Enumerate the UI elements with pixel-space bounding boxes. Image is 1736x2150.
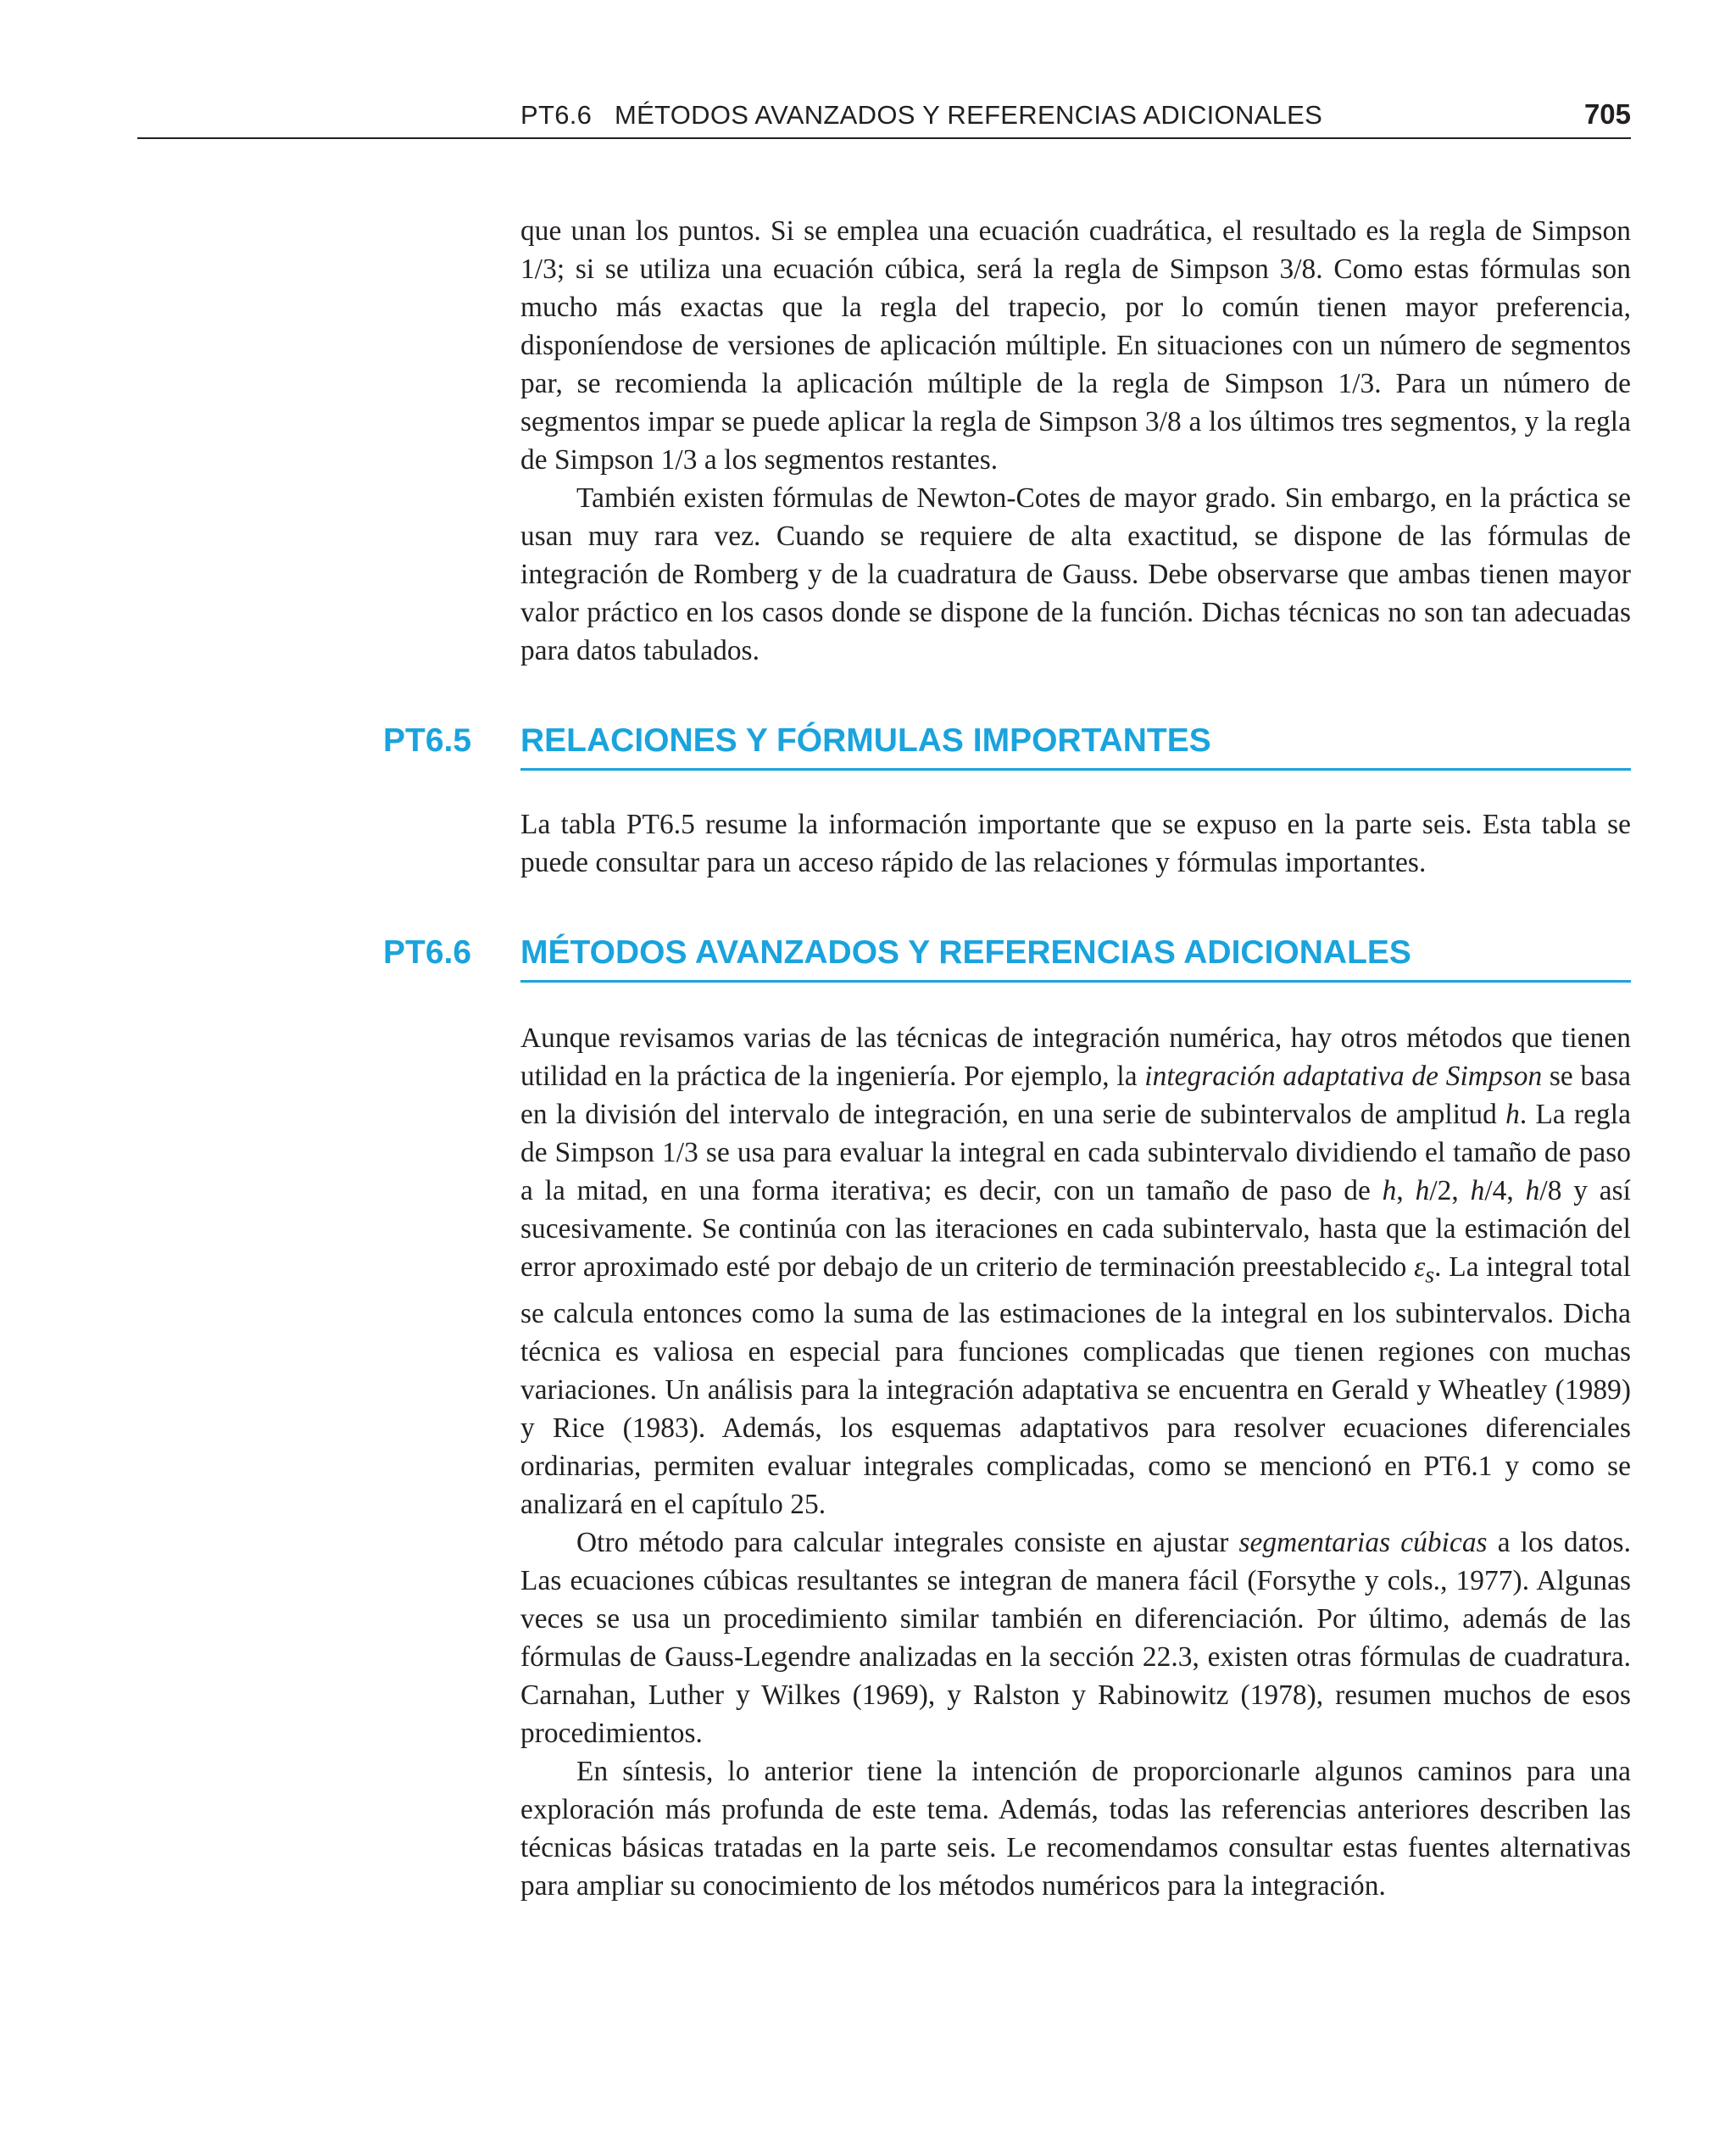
page-number: 705 xyxy=(1583,98,1631,130)
intro-paragraph-1: que unan los puntos. Si se emplea una ecuación cuadrática, el resultado es la regla de Simpson 1/3; si se utiliza una ecuación cúbica, será la regla de Simpson 3/8. Como estas fórmulas son mucho más exactas que la regla del trapecio, por lo común tienen mayor preferencia, disponíendose de versiones de aplicación múltiple. En situaciones con un número de segmentos par, se recomienda la aplicación múltiple de la regla de Simpson 1/3. Para un número de segmentos impar se puede aplicar la regla de Simpson 3/8 a los últimos tres segmentos, y la regla de Simpson 1/3 a los segmentos restantes. xyxy=(520,215,1631,476)
section-number: PT6.6 xyxy=(383,934,472,971)
section-pt66-paragraph-3: En síntesis, lo anterior tiene la intención de proporcionarle algunos caminos para una exploración más profunda de este tema. Además, todas las referencias anteriores describen las técnicas básicas tratadas en la parte seis. Le recomendamos consultar estas fuentes alternativas para ampliar su conocimiento de los métodos numéricos para la integración. xyxy=(520,1755,1631,1902)
running-header xyxy=(137,95,1631,139)
section-title: RELACIONES Y FÓRMULAS IMPORTANTES xyxy=(520,722,1631,771)
section-pt65-text xyxy=(520,805,1631,882)
section-pt66-paragraph-2: Otro método para calcular integrales consiste en ajustar segmentarias cúbicas a los datos. Las ecuaciones cúbicas resultantes se integran de manera fácil (Forsythe y cols., 1977). Algunas veces se usa un procedimiento similar también en diferenciación. Por último, además de las fórmulas de Gauss-Legendre analizadas en la sección 22.3, existen otras fórmulas de cuadratura. Carnahan, Luther y Wilkes (1969), y Ralston y Rabinowitz (1978), resumen muchos de esos procedimientos. xyxy=(520,1526,1631,1749)
section-pt65-paragraph: La tabla PT6.5 resume la información importante que se expuso en la parte seis. Esta tabla se puede consultar para un acceso rápido de las relaciones y fórmulas importantes. xyxy=(520,809,1631,878)
intro-text xyxy=(520,212,1631,670)
section-pt66-text xyxy=(520,1019,1631,1905)
running-title: PT6.6 MÉTODOS AVANZADOS Y REFERENCIAS ADICIONALES xyxy=(520,100,1323,130)
italic-term: integración adaptativa de Simpson xyxy=(1144,1061,1543,1092)
section-number: PT6.5 xyxy=(383,722,472,759)
section-pt66-heading xyxy=(383,934,1631,989)
section-pt65-heading xyxy=(383,722,1631,777)
intro-paragraph-2: También existen fórmulas de Newton-Cotes de mayor grado. Sin embargo, en la práctica se usan muy rara vez. Cuando se requiere de alta exactitud, se dispone de las fórmulas de integración de Romberg y de la cuadratura de Gauss. Debe observarse que ambas tienen mayor valor práctico en los casos donde se dispone de la función. Dichas técnicas no son tan adecuadas para datos tabulados. xyxy=(520,482,1631,666)
section-title: MÉTODOS AVANZADOS Y REFERENCIAS ADICIONALES xyxy=(520,934,1631,983)
epsilon-symbol: ε xyxy=(1414,1251,1426,1283)
italic-term: segmentarias cúbicas xyxy=(1238,1526,1488,1558)
section-pt66-paragraph-1: Aunque revisamos varias de las técnicas de integración numérica, hay otros métodos que tienen utilidad en la práctica de la ingeniería. Por ejemplo, la integración adaptativa de Simpson se basa en la división del intervalo de integración, en una serie de subintervalos de amplitud h. La regla de Simpson 1/3 se usa para evaluar la integral en cada subintervalo dividiendo el tamaño de paso a la mitad, en una forma iterativa; es decir, con un tamaño de paso de h, h/2, h/4, h/8 y así sucesivamente. Se continúa con las iteraciones en cada subintervalo, hasta que la estimación del error aproximado esté por debajo de un criterio de terminación preestablecido $\varepsilon_s$. La integral total se calcula entonces como la suma de las estimaciones de la integral en los subintervalos. Dicha técnica es valiosa en especial para funciones complicadas que tienen regiones con muchas variaciones. Un análisis para la integración adaptativa se encuentra en Gerald y Wheatley (1989) y Rice (1983). Además, los esquemas adaptativos para resolver ecuaciones diferenciales ordinarias, permiten evaluar integrales complicadas, como se mencionó en PT6.1 y como se analizará en el capítulo 25. xyxy=(520,1022,1632,1520)
